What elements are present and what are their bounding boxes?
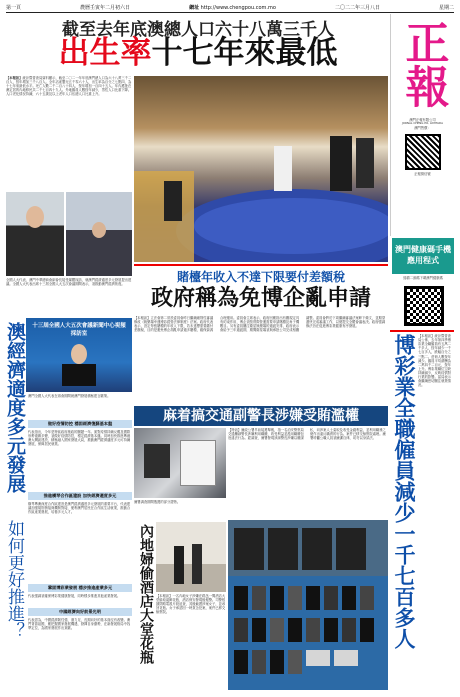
gaming-kicker: 賭檯年收入不達下限要付差額稅 xyxy=(176,270,345,284)
npc-body-2: 代表指出，今年是特區政府施政的關鍵一年。面對疫情持續反覆及國際形勢複雜多變，須做好疫情防控，穩定經濟基本盤。同時加快推進粵港澳大灣區建設，積極融入國家發展大局，推動澳門經濟適度多元可持續發展，保障居民就業。 xyxy=(28,430,131,447)
top-rule xyxy=(6,12,454,13)
police-headline: 麻着搞交通副警長涉嫌受賄濫權 xyxy=(134,406,388,426)
gaming-rule xyxy=(134,264,388,266)
police-evidence-photo-1 xyxy=(134,428,226,498)
hotel-theft-body: 【本報訊】一名內地女子涉嫌在路氹一間酒店大堂偷取裝飾花瓶，酒店保安發現後報警。司警根據閉路電視片段追查，其後截獲涉案女子，並尋回花瓶。女子承認因一時貪念犯案，案件已移交檢察院。 xyxy=(156,594,226,615)
wechat-qr-caption: 正報微信號 xyxy=(414,171,431,176)
npc-press-center-photo xyxy=(26,318,132,392)
npc-photo-captions: 全國人大代表、澳門中華總商會副會長接受媒體採訪，就澳門經濟適度多元發展提出建議。全國人大代表出席十三屆全國人大五次會議期間表示，須推動澳門經濟恢復。 xyxy=(6,278,132,287)
npc-vertical-title: 澳經濟適度多元發展 xyxy=(4,322,26,493)
casino-table-photo xyxy=(134,76,388,262)
hotel-theft-title: 內地婦偷酒店大堂花瓶 xyxy=(138,524,154,664)
gaming-employees-headline: 博彩業全職僱員減少一千七百多人 xyxy=(392,334,417,649)
npc-box-4: 中國經濟向好前景光明 xyxy=(28,608,132,616)
deputy-face xyxy=(26,206,44,228)
masthead-company: 澳門正報有限公司 xyxy=(409,118,436,122)
npc-box-2: 推進橫琴合作區建設 加快經濟適度多元 xyxy=(28,492,132,500)
police-body: 【特訊】廉政公署早前接獲舉報，指一名治安警察局交通廳副警長涉嫌利用職權，收受利益並濫用職權包庇違法行為。經調查，廉署發現該副警長涉嫌以權謀私，向涉案人士索取及收受金錢利益，並利用職務之便作出違反職責的行為。案件已移交檢察院處理。廉署呼籲公職人員須廉潔自律，切勿以身試法。 xyxy=(228,428,386,441)
npc-press-banner: 十三屆全國人大五次會議新聞中心視頻採訪室 xyxy=(32,323,126,337)
npc-body-1: 澳門全國人大代表在兩會期間就澳門發展積極建言獻策。 xyxy=(28,394,111,398)
masthead-logo: 正報 xyxy=(397,20,449,108)
npc-vertical-subtitle: 如何更好推進？ xyxy=(4,520,24,639)
npc-body-3: 橫琴粵澳深度合作區建設是澳門經濟適度多元發展的重要平台，代表建議加強規則銜接與機制對接，便利澳門居民在合作區生活就業，推動合作區產業發展，培養多元人才。 xyxy=(28,502,131,515)
npc-box-1: 做好疫情防控 穩固經濟復蘇基本盤 xyxy=(28,420,132,428)
confiscated-items-photo xyxy=(228,520,388,690)
npc-box-3: 鞏固博彩業發展 穩步推進產業多元 xyxy=(28,584,132,592)
lead-kicker: 截至去年底澳總人口六十八萬三千人 xyxy=(62,20,334,40)
wechat-qr-icon[interactable] xyxy=(405,134,441,170)
gaming-body: 【本報訊】立法會第二常設委員會昨日繼續細則性審議修改《娛樂場幸運博彩經營法律制度》法案。政府代表表示，設定每張賭檯的年收入下限，若未達標需要繳付差額稅，目的是避免博企胡亂申請過多賭檯，確保資源合理運用。委員會主席表示，政府回應指出有關規定具有約束作用，博企須按實際營運需要申請賭檯及角子機數目。另有委員關注衛星娛樂場的過渡安排，政府表示會給予三年過渡期，期間衛星場須與承批公司完成相關調整。委員會將於下周繼續審議法案餘下條文，並期望盡快完成審議工作，以便提交全體會議表決。政府強調修法旨在促進博彩業健康有序發展。 xyxy=(134,316,386,333)
speaker-body xyxy=(62,364,96,386)
weekday: 星期二 xyxy=(438,4,454,11)
top-strip xyxy=(6,4,454,12)
health-code-qr-icon[interactable] xyxy=(404,286,444,326)
npc-body-5: 代表認為，中國經濟韌性強、潛力足，長期向好的基本面沒有改變。澳門背靠祖國，應把握國家發展機遇，發揮自身優勢，在新發展格局中找準定位，為國家發展作出貢獻。 xyxy=(28,618,131,631)
suspect-figure xyxy=(192,544,202,584)
health-code-caption: 掃描二維碼下載澳門健康碼 xyxy=(403,276,443,280)
hotel-cctv-photo xyxy=(156,522,226,592)
issue-date: 二〇二二年三月八日 xyxy=(334,4,380,11)
page-number: 第一頁 xyxy=(6,4,22,11)
masthead-company-en: JORNAL CHENG PO, LIMITADA xyxy=(401,122,444,126)
lead-headline-black: 十七年來最低 xyxy=(151,35,338,71)
masthead xyxy=(390,14,454,236)
lunar-date: 農曆壬寅年二月初六日 xyxy=(80,4,131,11)
phones-grid xyxy=(228,520,388,690)
gaming-employees-body: 【本報訊】統計暨普查局公佈，去年第四季博彩業全職僱員有五萬二千多人，按年減少一千七百多人，跌幅百分之三點二。莊荷人數按年減少。僱員平均薪酬為二萬四千二百元，按年上升。博彩業職位空缺持續減少，反映疫情對行業的影響。當局表示會繼續密切關注就業情況。 xyxy=(418,334,451,388)
casino-scene xyxy=(134,76,388,262)
lead-headline xyxy=(6,34,390,72)
health-code-banner[interactable]: 澳門健康碼手機應用程式 xyxy=(392,238,454,274)
lead-headline-red: 出生率 xyxy=(58,35,152,71)
gaming-headline: 政府稱為免博企亂申請 xyxy=(150,285,371,311)
suspect-figure xyxy=(174,546,184,584)
lead-body: 【本報訊】統計暨普查局資料顯示，截至二〇二一年年底澳門總人口為六十八萬三千二百人，按年增加三千八百人。全年活產嬰兒五千零六十人，出生率為百分之七點四，為十七年來最低水平。死亡人數二千二百八十四人，按年增加一百四十五人。年內獲批在澳定居的內地移民共二千七百四十九人。外地僱員人數按年減少，男性人口比重下降。人口老化情況持續，六十五歲及以上老年人口佔總人口比重上升。 xyxy=(6,76,132,97)
deputy-photo-1 xyxy=(6,192,64,276)
deputy-photo-2 xyxy=(66,192,132,276)
npc-body-4: 代表強調須確保博彩業健康發展，同時穩步推進其他產業發展。 xyxy=(28,594,121,598)
police-photo-caption: 廉署調查期間搜獲的部分證物。 xyxy=(134,500,181,504)
evidence-item xyxy=(144,444,170,478)
speaker-face xyxy=(71,344,87,364)
masthead-price: 澳門售價： xyxy=(414,125,431,130)
deputy-face xyxy=(92,222,106,238)
site-url[interactable]: 網址 http://www.chengpou.com.mo xyxy=(189,4,276,11)
evidence-document xyxy=(180,440,216,486)
gaming-employees-rule xyxy=(390,330,454,332)
